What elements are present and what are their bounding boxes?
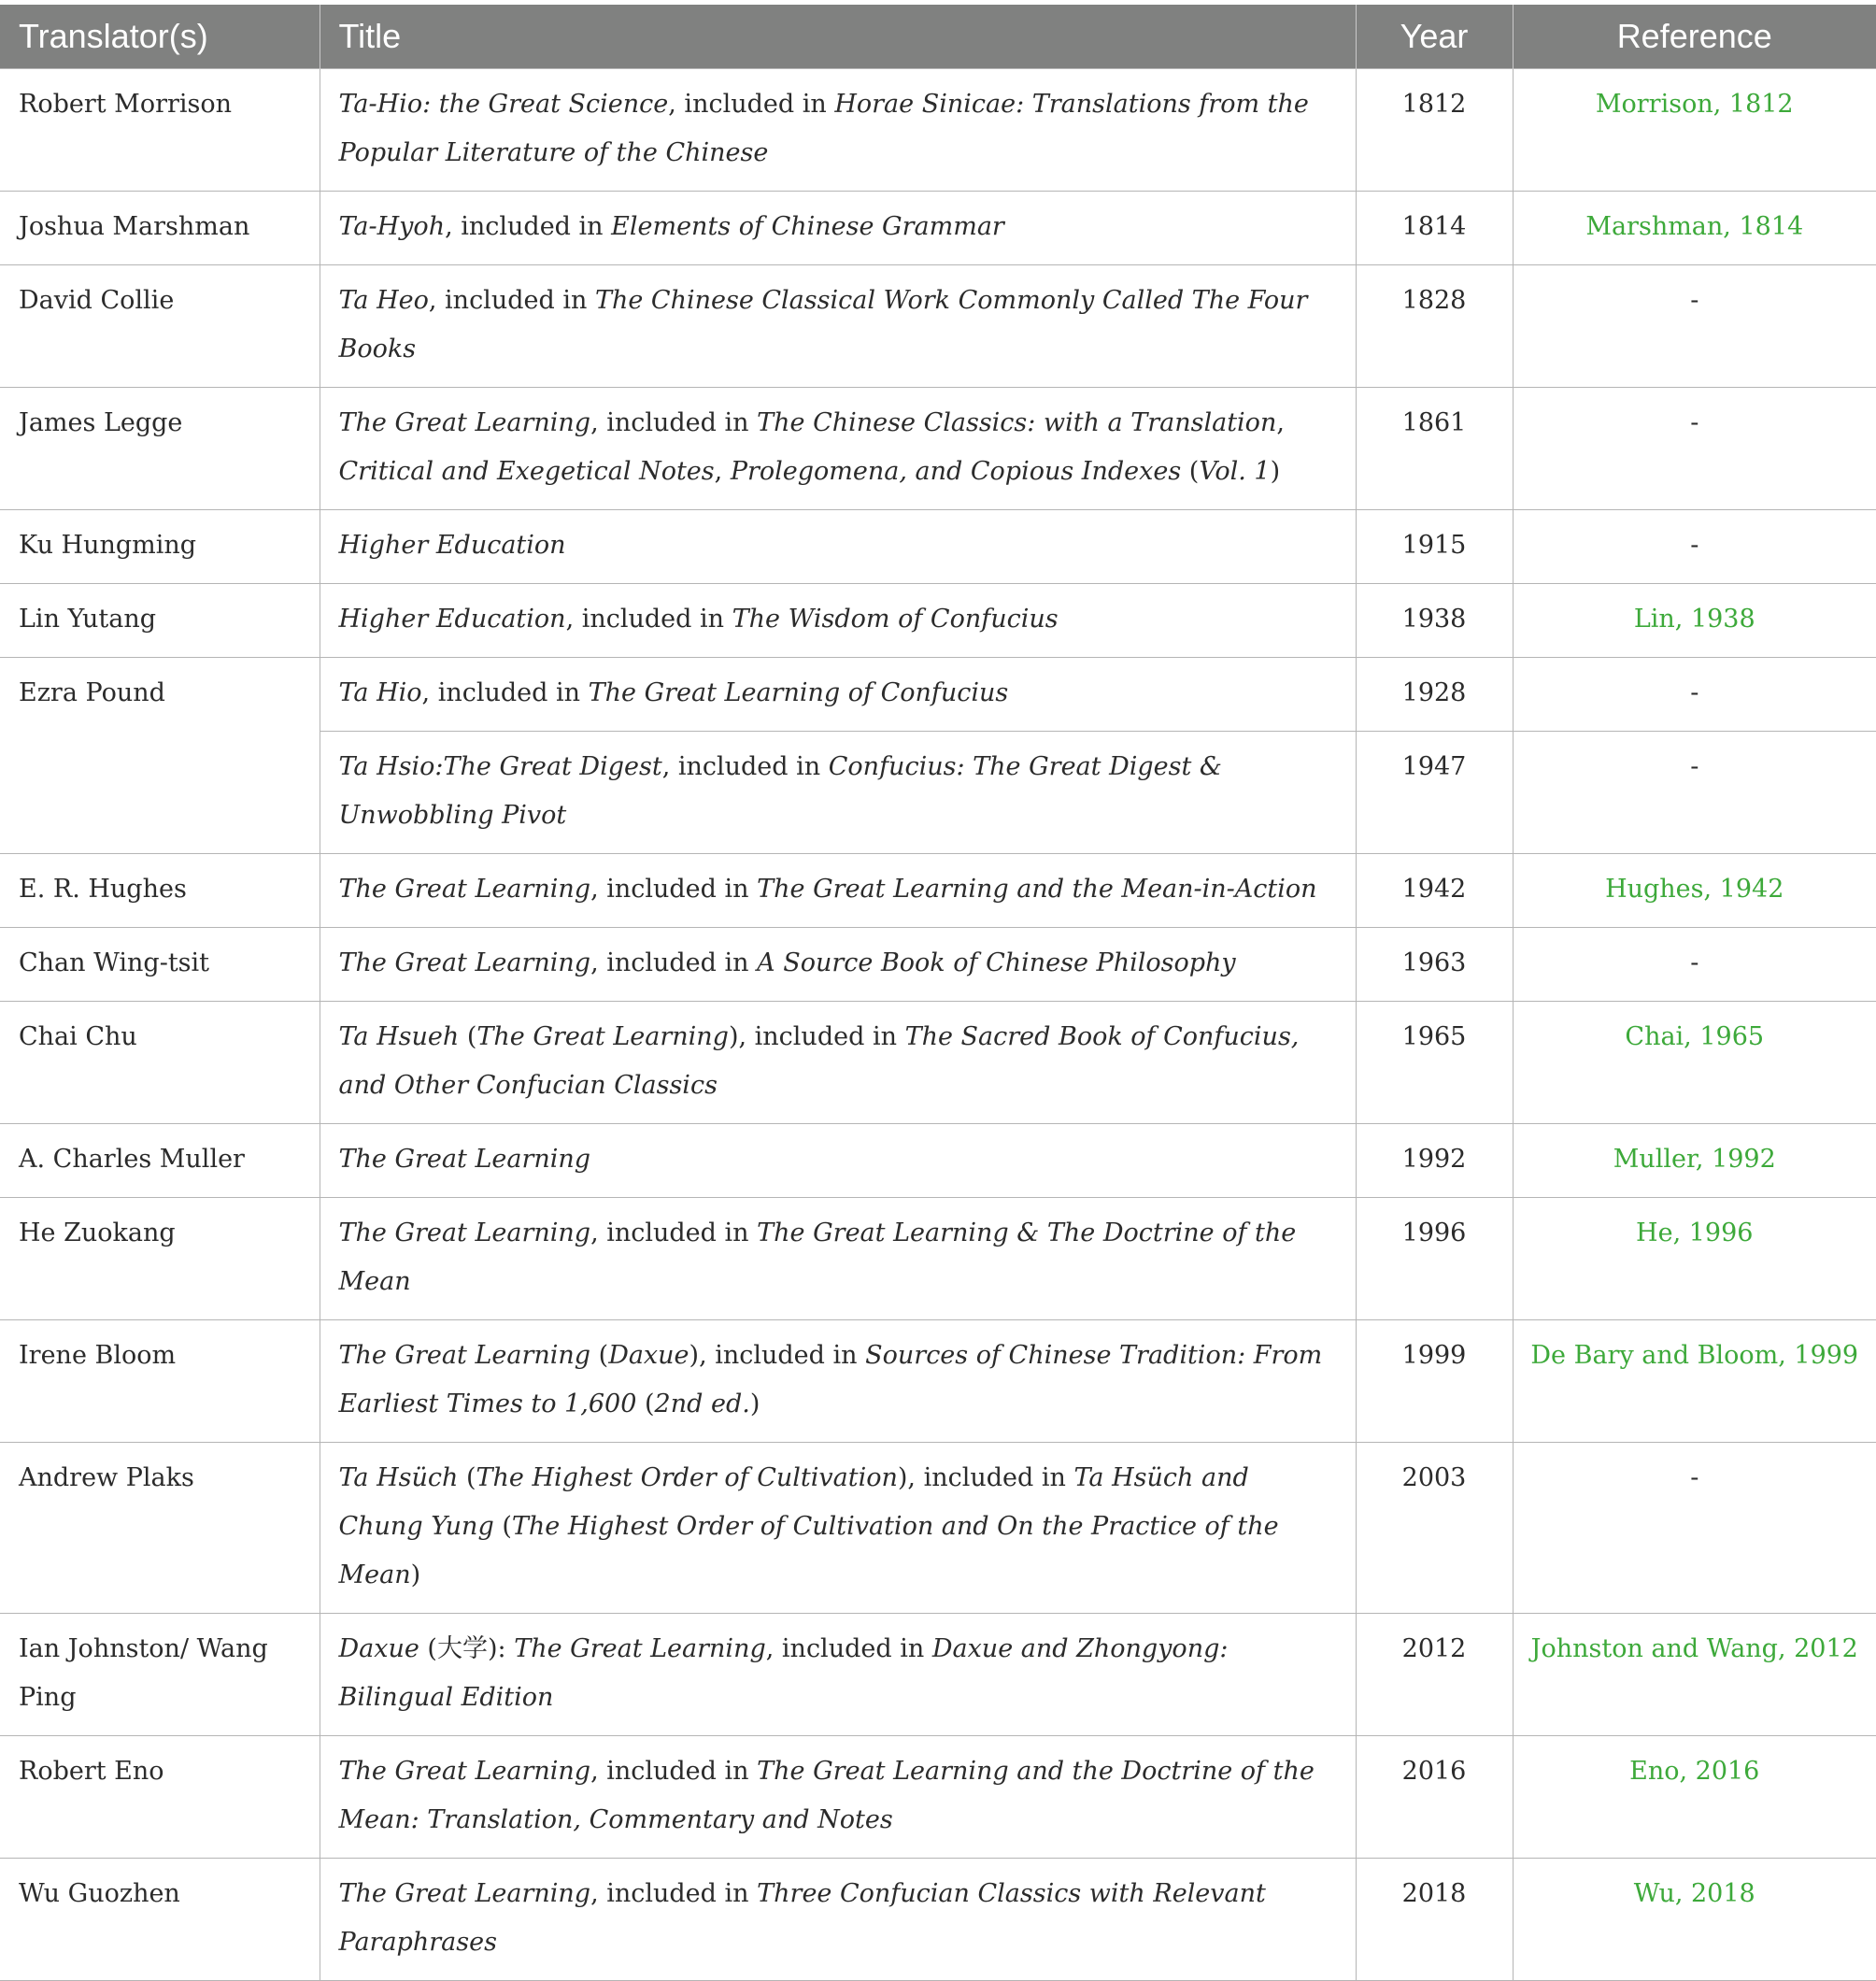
title-segment: ) — [1270, 457, 1281, 486]
year-cell: 1814 — [1356, 192, 1513, 265]
title-cell — [320, 732, 1356, 854]
year-cell: 2003 — [1356, 1443, 1513, 1614]
title-segment: , included in — [590, 408, 758, 437]
title-italic-segment: The Great Learning — [338, 1145, 591, 1174]
table-row — [0, 510, 1876, 584]
translator-cell: David Collie — [0, 265, 320, 388]
title-italic-segment: The Highest Order of Cultivation — [476, 1463, 898, 1492]
title-italic-segment: The Great Learning and the Doctrine of the Mean: Translation, Commentary and Notes — [338, 1757, 1315, 1834]
title-italic-segment: The Chinese Classics: with a Translation — [757, 408, 1277, 437]
translator-cell: Chan Wing-tsit — [0, 928, 320, 1002]
title-cell — [320, 1124, 1356, 1198]
title-segment: , included in — [445, 212, 612, 241]
title-cell — [320, 510, 1356, 584]
reference-link[interactable]: He, 1996 — [1513, 1198, 1876, 1320]
table-row — [0, 69, 1876, 192]
translator-cell: Wu Guozhen — [0, 1859, 320, 1981]
translations-table — [0, 5, 1876, 1981]
title-segment: ( — [458, 1463, 476, 1492]
table-row — [0, 1124, 1876, 1198]
reference-cell: - — [1513, 928, 1876, 1002]
title-cell — [320, 1736, 1356, 1859]
title-italic-segment: Ta Hsueh — [338, 1022, 460, 1051]
table-row — [0, 1002, 1876, 1124]
title-italic-segment: The Great Learning of Confucius — [588, 678, 1009, 707]
year-cell: 1828 — [1356, 265, 1513, 388]
title-segment: ) — [410, 1561, 421, 1589]
reference-link[interactable]: Chai, 1965 — [1513, 1002, 1876, 1124]
title-cell — [320, 854, 1356, 928]
table-row — [0, 1198, 1876, 1320]
year-cell: 2012 — [1356, 1614, 1513, 1736]
title-cell — [320, 1614, 1356, 1736]
translator-cell: A. Charles Muller — [0, 1124, 320, 1198]
header-translator: Translator(s) — [0, 5, 320, 69]
year-cell: 1928 — [1356, 658, 1513, 732]
title-italic-segment: Daxue — [608, 1341, 689, 1370]
title-segment: , — [714, 457, 731, 486]
title-cell — [320, 658, 1356, 732]
reference-cell: - — [1513, 732, 1876, 854]
title-italic-segment: Elements of Chinese Grammar — [611, 212, 1004, 241]
reference-cell: - — [1513, 265, 1876, 388]
title-italic-segment: Horae Sinicae: Translations from the Popular Literature of the Chinese — [338, 90, 1309, 167]
title-segment: , included in — [590, 948, 758, 977]
title-italic-segment: Ta-Hio: the Great Science — [338, 90, 669, 119]
title-segment: (大学): — [419, 1634, 515, 1663]
title-italic-segment: Ta-Hyoh — [338, 212, 446, 241]
table-row — [0, 1614, 1876, 1736]
year-cell: 1947 — [1356, 732, 1513, 854]
table-row — [0, 1443, 1876, 1614]
title-segment: ( — [590, 1341, 609, 1370]
title-italic-segment: Higher Education — [338, 605, 566, 634]
title-cell — [320, 69, 1356, 192]
title-segment: , included in — [590, 875, 758, 904]
year-cell: 1861 — [1356, 388, 1513, 510]
title-italic-segment: Three Confucian Classics with Relevant Paraphrases — [338, 1879, 1266, 1957]
title-italic-segment: 2nd ed. — [654, 1390, 750, 1418]
title-segment: ), included in — [689, 1341, 866, 1370]
title-segment: ( — [1181, 457, 1200, 486]
title-cell — [320, 1002, 1356, 1124]
title-segment: , included in — [565, 605, 732, 634]
title-italic-segment: The Highest Order of Cultivation and On the Practice of the Mean — [338, 1512, 1279, 1589]
translator-cell: Irene Bloom — [0, 1320, 320, 1443]
translator-cell: Robert Eno — [0, 1736, 320, 1859]
title-italic-segment: The Chinese Classical Work Commonly Called The Four Books — [338, 286, 1308, 363]
table-row — [0, 1736, 1876, 1859]
title-segment: , included in — [765, 1634, 932, 1663]
year-cell: 1812 — [1356, 69, 1513, 192]
table-row — [0, 192, 1876, 265]
year-cell: 1996 — [1356, 1198, 1513, 1320]
reference-link[interactable]: Morrison, 1812 — [1513, 69, 1876, 192]
table-body — [0, 69, 1876, 1981]
title-segment: ( — [636, 1390, 655, 1418]
title-italic-segment: Ta Hsüch — [338, 1463, 459, 1492]
title-italic-segment: Daxue — [338, 1634, 419, 1663]
table-row — [0, 658, 1876, 732]
title-italic-segment: Higher Education — [338, 531, 566, 560]
reference-cell: - — [1513, 510, 1876, 584]
reference-cell: - — [1513, 1443, 1876, 1614]
title-segment: , — [1276, 408, 1285, 437]
title-segment: ( — [493, 1512, 512, 1541]
title-italic-segment: Ta Heo — [338, 286, 429, 315]
header-reference: Reference — [1513, 5, 1876, 69]
translator-cell: Andrew Plaks — [0, 1443, 320, 1614]
title-italic-segment: Daxue and Zhongyong: Bilingual Edition — [338, 1634, 1229, 1712]
title-cell — [320, 584, 1356, 658]
reference-link[interactable]: Lin, 1938 — [1513, 584, 1876, 658]
title-cell — [320, 928, 1356, 1002]
title-segment: , included in — [668, 90, 835, 119]
table-row — [0, 388, 1876, 510]
reference-link[interactable]: Johnston and Wang, 2012 — [1513, 1614, 1876, 1736]
title-segment: ), included in — [728, 1022, 905, 1051]
title-segment: , included in — [661, 752, 829, 781]
year-cell: 1965 — [1356, 1002, 1513, 1124]
translator-cell: Ezra Pound — [0, 658, 320, 854]
title-italic-segment: The Great Learning — [338, 1757, 591, 1786]
title-italic-segment: The Great Learning — [338, 1341, 591, 1370]
table-row — [0, 854, 1876, 928]
title-cell — [320, 265, 1356, 388]
reference-link[interactable]: De Bary and Bloom, 1999 — [1513, 1320, 1876, 1443]
header-year: Year — [1356, 5, 1513, 69]
year-cell: 2018 — [1356, 1859, 1513, 1981]
title-segment: , included in — [590, 1219, 758, 1247]
title-cell — [320, 388, 1356, 510]
year-cell: 1915 — [1356, 510, 1513, 584]
title-italic-segment: Confucius: The Great Digest & Unwobbling Pivot — [338, 752, 1222, 830]
table-row — [0, 265, 1876, 388]
title-italic-segment: The Great Learning & The Doctrine of the Mean — [338, 1219, 1297, 1296]
title-segment: , included in — [428, 286, 595, 315]
title-italic-segment: The Great Learning — [338, 948, 591, 977]
table-row — [0, 1320, 1876, 1443]
year-cell: 1999 — [1356, 1320, 1513, 1443]
title-italic-segment: The Great Learning — [338, 1879, 591, 1908]
title-italic-segment: The Great Learning and the Mean-in-Action — [757, 875, 1317, 904]
title-italic-segment: The Great Learning — [338, 408, 591, 437]
translator-cell: E. R. Hughes — [0, 854, 320, 928]
title-italic-segment: The Sacred Book of Confucius, and Other Confucian Classics — [338, 1022, 1300, 1100]
reference-link[interactable]: Wu, 2018 — [1513, 1859, 1876, 1981]
translator-cell: He Zuokang — [0, 1198, 320, 1320]
title-italic-segment: Prolegomena, and Copious Indexes — [730, 457, 1182, 486]
title-italic-segment: Ta Hio — [338, 678, 422, 707]
table-row — [0, 584, 1876, 658]
reference-link[interactable]: Hughes, 1942 — [1513, 854, 1876, 928]
title-italic-segment: The Great Learning — [514, 1634, 766, 1663]
year-cell: 1963 — [1356, 928, 1513, 1002]
reference-link[interactable]: Marshman, 1814 — [1513, 192, 1876, 265]
title-segment: ) — [749, 1390, 760, 1418]
title-cell — [320, 1198, 1356, 1320]
title-italic-segment: A Source Book of Chinese Philosophy — [757, 948, 1236, 977]
title-segment: ( — [459, 1022, 477, 1051]
reference-cell: - — [1513, 658, 1876, 732]
title-italic-segment: Sources of Chinese Tradition: From Earliest Times to 1,600 — [338, 1341, 1323, 1418]
title-italic-segment: Critical and Exegetical Notes — [338, 457, 715, 486]
title-italic-segment: Vol. 1 — [1199, 457, 1271, 486]
title-cell — [320, 1443, 1356, 1614]
translator-cell: Chai Chu — [0, 1002, 320, 1124]
translator-cell: Robert Morrison — [0, 69, 320, 192]
year-cell: 2016 — [1356, 1736, 1513, 1859]
title-segment: , included in — [590, 1757, 758, 1786]
translator-cell: Joshua Marshman — [0, 192, 320, 265]
title-segment: , included in — [421, 678, 589, 707]
title-segment: ), included in — [897, 1463, 1074, 1492]
title-cell — [320, 1320, 1356, 1443]
title-cell — [320, 192, 1356, 265]
translator-cell: James Legge — [0, 388, 320, 510]
title-italic-segment: The Great Learning — [338, 1219, 591, 1247]
year-cell: 1992 — [1356, 1124, 1513, 1198]
title-cell — [320, 1859, 1356, 1981]
translator-cell: Ian Johnston/ Wang Ping — [0, 1614, 320, 1736]
year-cell: 1942 — [1356, 854, 1513, 928]
table-header — [0, 5, 1876, 69]
title-italic-segment: Ta Hsio:The Great Digest — [338, 752, 662, 781]
header-title: Title — [320, 5, 1356, 69]
reference-cell: - — [1513, 388, 1876, 510]
translator-cell: Ku Hungming — [0, 510, 320, 584]
title-italic-segment: The Great Learning — [476, 1022, 729, 1051]
year-cell: 1938 — [1356, 584, 1513, 658]
reference-link[interactable]: Eno, 2016 — [1513, 1736, 1876, 1859]
reference-link[interactable]: Muller, 1992 — [1513, 1124, 1876, 1198]
title-italic-segment: The Great Learning — [338, 875, 591, 904]
table-row — [0, 928, 1876, 1002]
title-italic-segment: Ta Hsüch and Chung Yung — [338, 1463, 1249, 1541]
translator-cell: Lin Yutang — [0, 584, 320, 658]
table-row — [0, 1859, 1876, 1981]
title-italic-segment: The Wisdom of Confucius — [732, 605, 1059, 634]
title-segment: , included in — [590, 1879, 758, 1908]
